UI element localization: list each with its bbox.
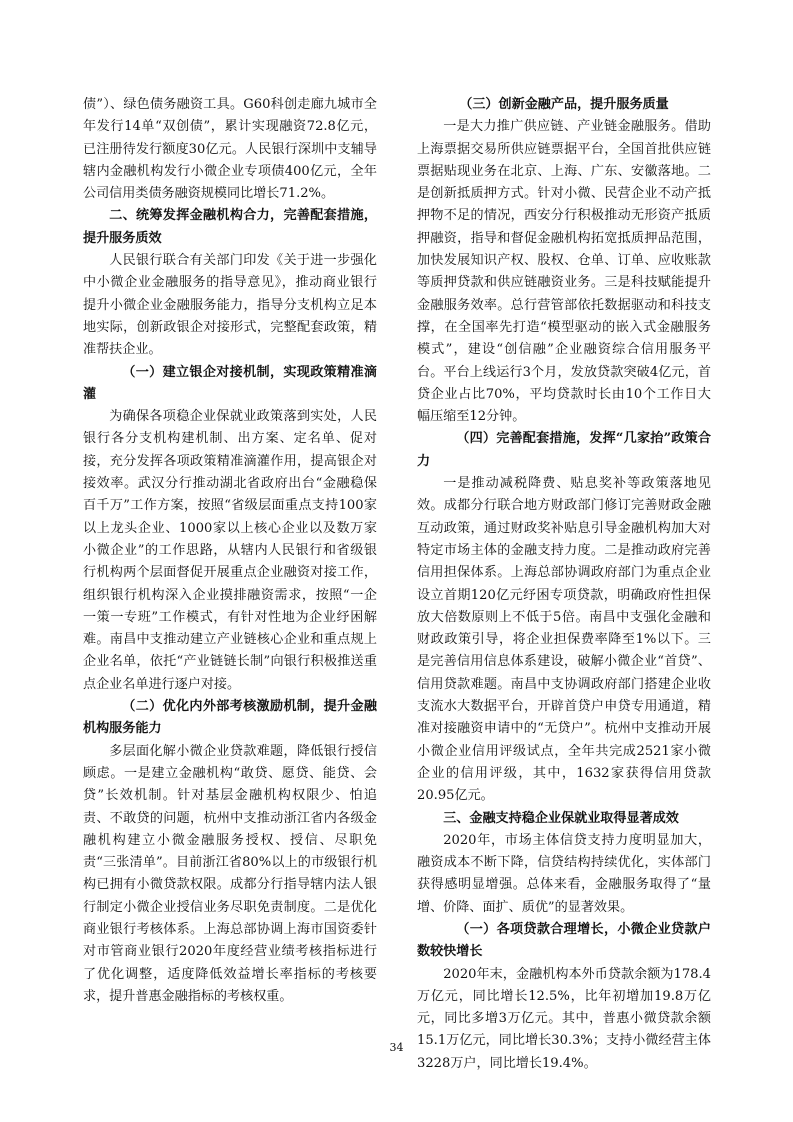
paragraph-5: 2020年，市场主体信贷支持力度明显加大，融资成本不断下降，信贷结构持续优化，实体部门获得感明显增强。总体来看，金融服务取得了“量增、价降、面扩、质优”的显著效果。: [417, 832, 711, 915]
paragraph-2: 多层面化解小微企业贷款难题，降低银行授信顾虑。一是建立金融机构“敢贷、愿贷、能贷、会贷”长效机制。针对基层金融机构权限少、怕追责、不敢贷的问题，杭州中支推动浙江省内各级金融机构建立小微金融服务授权、授信、尽职免责“三张清单”。目前浙江省80%以上的市级银行机构已拥有小微贷款权限。成都分行指导辖内法人银行制定小微企业授信业务尽职免责制度。二是优化商业银行考核体系。上海总部协调上海市国资委针对市管商业银行2020年度经营业绩考核指标进行了优化调整，适度降低效益增长率指标的考核要求，提升普惠金融指标的考核权重。: [83, 743, 377, 1004]
section-heading-2: 二、统筹发挥金融机构合力，完善配套措施，提升服务质效: [83, 208, 377, 246]
subheading-3: （三）创新金融产品，提升服务质量: [459, 97, 669, 112]
subheading-4: （四）完善配套措施，发挥“几家抬”政策合力: [417, 431, 711, 469]
paragraph-1: 为确保各项稳企业保就业政策落到实处，人民银行各分支机构建机制、出方案、定名单、促对接，充分发挥各项政策精准滴灌作用，提高银企对接效率。武汉分行推动湖北省政府出台“金融稳保百千万”工作方案，按照“省级层面重点支持100家以上龙头企业、1000家以上核心企业以及数万家小微企业”的工作思路，从辖内人民银行和省级银行机构两个层面督促开展重点企业融资对接工作，组织银行机构深入企业摸排融资需求，按照“一企一策一专班”工作模式，有针对性地为企业纾困解难。南昌中支推动建立产业链核心企业和重点规上企业名单，依托“产业链链长制”向银行积极推送重点企业名单进行逐户对接。: [83, 409, 377, 692]
subheading-1: （一）建立银企对接机制，实现政策精准滴灌: [83, 364, 377, 402]
paragraph-6: 2020年末，金融机构本外币贷款余额为178.4万亿元，同比增长12.5%，比年初增加19.8万亿元，同比多增3万亿元。其中，普惠小微贷款余额15.1万亿元，同比增长30.3%；支持小微经营主体3228万户，同比增长19.4%。: [417, 966, 711, 1071]
section-heading-3: 三、金融支持稳企业保就业取得显著成效: [443, 810, 679, 826]
right-column: [417, 94, 711, 1075]
left-column: [83, 94, 377, 1008]
subheading-2: （二）优化内外部考核激励机制，提升金融机构服务能力: [83, 699, 377, 737]
paragraph-3: 一是大力推广供应链、产业链金融服务。借助上海票据交易所供应链票据平台，全国首批供应链票据贴现业务在北京、上海、广东、安徽落地。二是创新抵质押方式。针对小微、民营企业不动产抵押物不足的情况，西安分行积极推动无形资产抵质押融资，指导和督促金融机构拓宽抵质押品范围，加快发展知识产权、股权、仓单、订单、应收账款等质押贷款和供应链融资业务。三是科技赋能提升金融服务效率。总行营管部依托数据驱动和科技支撑，在全国率先打造“模型驱动的嵌入式金融服务模式”，建设“创信融”企业融资综合信用服务平台。平台上线运行3个月，发放贷款突破4亿元，首贷企业占比70%，平均贷款时长由10个工作日大幅压缩至12分钟。: [417, 119, 711, 425]
paragraph-continuation: 债”）、绿色债务融资工具。G60科创走廊九城市全年发行14单“双创债”，累计实现融资72.8亿元，已注册待发行额度30亿元。人民银行深圳中支辅导辖内金融机构发行小微企业专项债400亿元，全年公司信用类债务融资规模同比增长71.2%。: [83, 97, 377, 202]
page-number: 34: [389, 1041, 404, 1054]
subheading-5: （一）各项贷款合理增长，小微企业贷款户数较快增长: [417, 921, 711, 960]
paragraph-4: 一是推动减税降费、贴息奖补等政策落地见效。成都分行联合地方财政部门修订完善财政金融互动政策，通过财政奖补贴息引导金融机构加大对特定市场主体的金融支持力度。二是推动政府完善信用担保体系。上海总部协调政府部门为重点企业设立首期120亿元纾困专项贷款，明确政府性担保放大倍数原则上不低于5倍。南昌中支强化金融和财政政策引导，将企业担保费率降至1%以下。三是完善信用信息体系建设，破解小微企业“首贷”、信用贷款难题。南昌中支协调政府部门搭建企业收支流水大数据平台，开辟首贷户申贷专用通道，精准对接融资申请中的“无贷户”。杭州中支推动开展小微企业信用评级试点，全年共完成2521家小微企业的信用评级，其中，1632家获得信用贷款20.95亿元。: [417, 476, 711, 804]
paragraph-intro: 人民银行联合有关部门印发《关于进一步强化中小微企业金融服务的指导意见》，推动商业银行提升小微企业金融服务能力，指导分支机构立足本地实际，创新政银企对接形式，完整配套政策，精准帮扶企业。: [83, 253, 377, 358]
